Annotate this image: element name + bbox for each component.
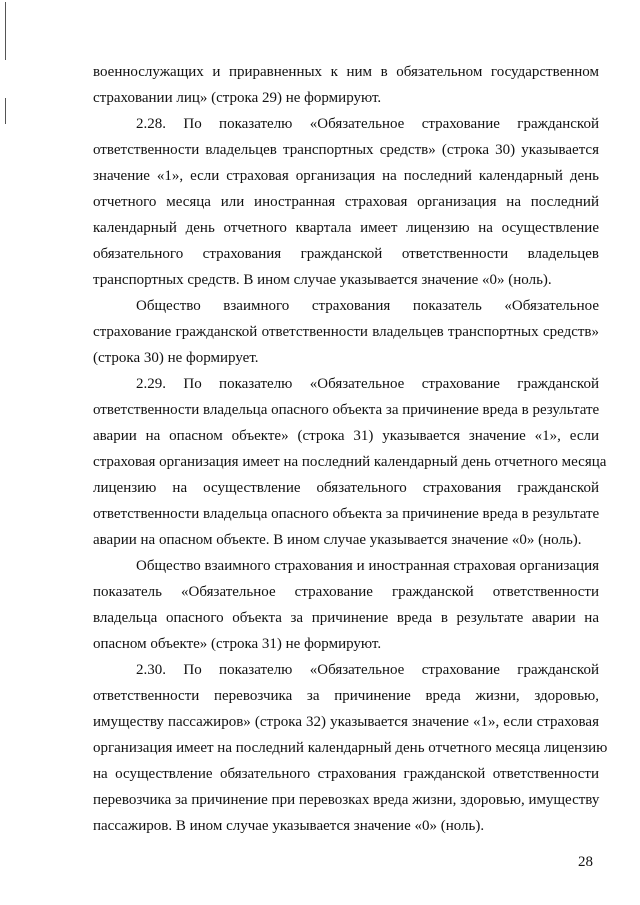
- text-line: обязательного страхования гражданской ответственности владельцев: [93, 246, 599, 262]
- left-margin-line: [5, 98, 6, 124]
- text-line: транспортных средств. В ином случае указывается значение «0» (ноль).: [93, 272, 552, 288]
- text-line: ответственности владельца опасного объекта за причинение вреда в результате: [93, 506, 600, 522]
- left-margin-line: [5, 2, 6, 60]
- text-line: имуществу пассажиров» (строка 32) указывается значение «1», если страховая: [93, 714, 599, 730]
- text-line: владельца опасного объекта за причинение вреда в результате аварии на: [93, 610, 599, 626]
- text-line: календарный день отчетного квартала имеет лицензию на осуществление: [93, 220, 599, 236]
- text-line: 2.30. По показателю «Обязательное страхование гражданской: [136, 662, 599, 678]
- text-line: 2.28. По показателю «Обязательное страхование гражданской: [136, 116, 599, 132]
- text-line: перевозчика за причинение при перевозках вреда жизни, здоровью, имуществу: [93, 792, 600, 808]
- text-line: организация имеет на последний календарный день отчетного месяца лицензию: [93, 740, 608, 756]
- text-line: Общество взаимного страхования и иностранная страховая организация: [136, 558, 599, 574]
- text-line: показатель «Обязательное страхование гражданской ответственности: [93, 584, 599, 600]
- text-line: лицензию на осуществление обязательного страхования гражданской: [93, 480, 599, 496]
- text-line: Общество взаимного страхования показатель «Обязательное: [136, 298, 599, 314]
- document-body: [93, 59, 608, 839]
- text-line: аварии на опасном объекте. В ином случае указывается значение «0» (ноль).: [93, 532, 582, 548]
- text-line: аварии на опасном объекте» (строка 31) указывается значение «1», если: [93, 428, 599, 444]
- text-line: отчетного месяца или иностранная страховая организация на последний: [93, 194, 599, 210]
- text-line: ответственности владельца опасного объекта за причинение вреда в результате: [93, 402, 600, 418]
- text-line: 2.29. По показателю «Обязательное страхование гражданской: [136, 376, 599, 392]
- text-line: страховании лиц» (строка 29) не формируют.: [93, 90, 382, 106]
- text-line: ответственности перевозчика за причинение вреда жизни, здоровью,: [93, 688, 599, 704]
- page-number: 28: [578, 854, 593, 870]
- text-line: военнослужащих и приравненных к ним в обязательном государственном: [93, 64, 599, 80]
- text-line: ответственности владельцев транспортных средств» (строка 30) указывается: [93, 142, 599, 158]
- text-line: пассажиров. В ином случае указывается значение «0» (ноль).: [93, 818, 485, 834]
- text-line: значение «1», если страховая организация на последний календарный день: [93, 168, 599, 184]
- text-line: страховая организация имеет на последний календарный день отчетного месяца: [93, 454, 607, 470]
- text-line: на осуществление обязательного страхования гражданской ответственности: [93, 766, 599, 782]
- text-line: страхование гражданской ответственности владельцев транспортных средств»: [93, 324, 599, 340]
- text-line: (строка 30) не формирует.: [93, 350, 259, 366]
- text-line: опасном объекте» (строка 31) не формируют.: [93, 636, 382, 652]
